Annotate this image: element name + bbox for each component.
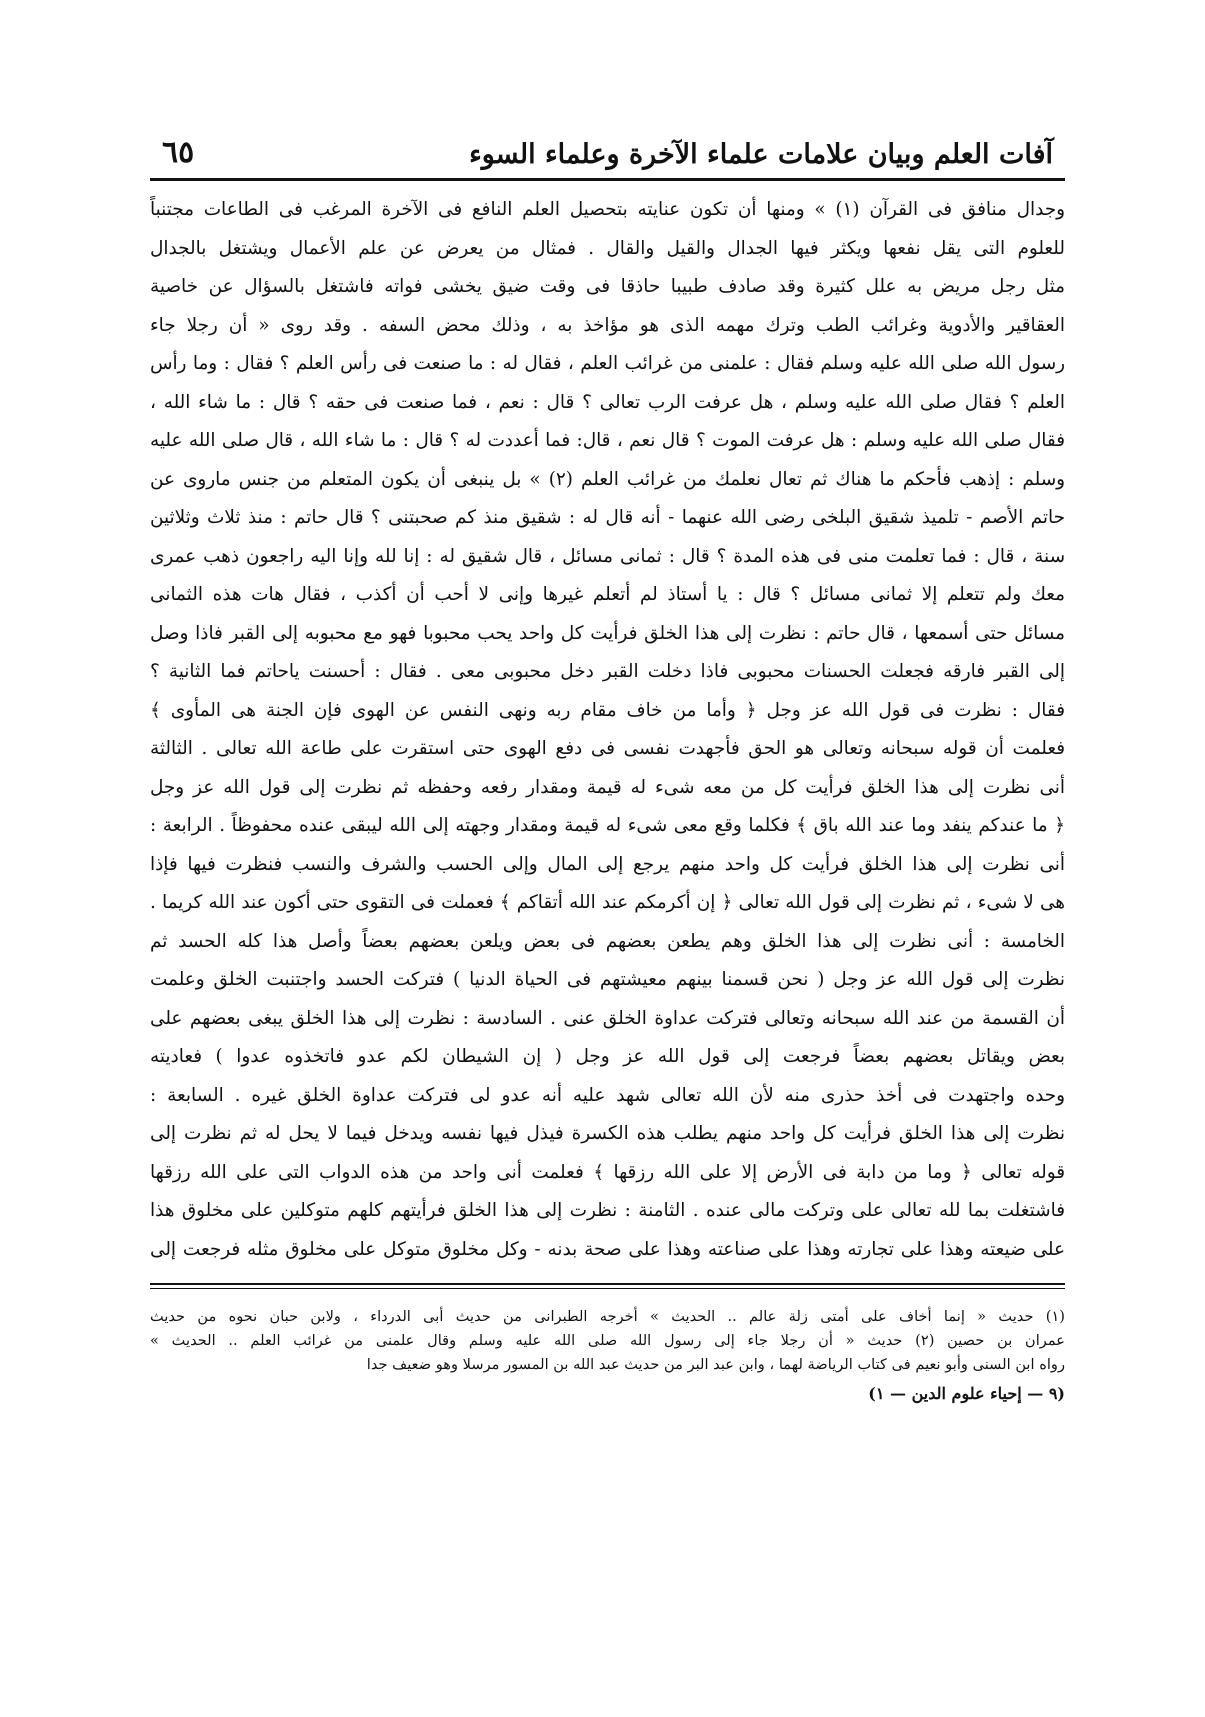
text-line: فقال صلى الله عليه وسلم : هل عرفت الموت ؟ قال نعم ، قال: فما أعددت له ؟ قال : ما شاء الله ، قال صلى الله عليه xyxy=(150,430,1065,451)
footnote-rule xyxy=(150,1283,1065,1285)
text-line: مثل رجل مريض به علل كثيرة وقد صادف طبيبا حاذقا فى وقت ضيق يخشى فواته فاشتغل بالسؤال عن خاصية xyxy=(150,276,1065,297)
text-line: قوله تعالى ﴿ وما من دابة فى الأرض إلا على الله رزقها ﴾ فعلمت أنى واحد من هذه الدواب التى على الله رزقها xyxy=(150,1161,1065,1183)
printer-signature: (٩ — إحياء علوم الدين — ١) xyxy=(868,1384,1065,1403)
footnote-rule-thin xyxy=(150,1288,1065,1289)
text-line: فقال : نظرت فى قول الله عز وجل ﴿ وأما من خاف مقام ربه ونهى النفس عن الهوى فإن الجنة هى المأوى ﴾ xyxy=(150,699,1065,721)
main-text xyxy=(150,191,1065,1269)
footnotes xyxy=(150,1305,1065,1407)
text-line: أنى نظرت إلى هذا الخلق فرأيت كل من معه شىء له قيمة ومقدار رفعه وحفظه ثم نظرت إلى قول الله عز وجل xyxy=(150,776,1065,798)
text-line: على ضيعته وهذا على تجارته وهذا على صناعته وهذا على صحة بدنه - وكل مخلوق متوكل على مخلوق مثله فرجعت إلى xyxy=(150,1238,1065,1260)
text-line: العلم ؟ فقال صلى الله عليه وسلم ، هل عرفت الرب تعالى ؟ قال : نعم ، فما صنعت فى حقه ؟ قال : ما شاء الله ، xyxy=(150,391,1065,413)
text-line: العقاقير والأدوية وغرائب الطب وترك مهمه الذى هو مؤاخذ به ، وذلك محض السفه . وقد روى « أن رجلا جاء xyxy=(150,314,1065,336)
text-line: وجدال منافق فى القرآن (١) » ومنها أن تكون عنايته بتحصيل العلم النافع فى الآخرة المرغب فى الطاعات مجتنباً xyxy=(150,199,1065,220)
text-line: فاشتغلت بما لله تعالى على وتركت مالى عنده . الثامنة : نظرت إلى هذا الخلق فرأيتهم كلهم متوكلين على مخلوق هذا xyxy=(150,1200,1065,1221)
text-line: رسول الله صلى الله عليه وسلم فقال : علمنى من غرائب العلم ، فقال له : ما صنعت فى رأس العلم ؟ فقال : وما رأس xyxy=(150,353,1065,374)
text-line: مسائل حتى أسمعها ، قال حاتم : نظرت إلى هذا الخلق فرأيت كل واحد يحب محبوبا فهو مع محبوبه إلى القبر فاذا وصل xyxy=(150,622,1065,644)
text-line: وحده واجتهدت فى أخذ حذرى منه لأن الله تعالى شهد عليه أنه عدو لى فتركت عداوة الخلق غيره . السابعة : xyxy=(150,1084,1065,1106)
page-header xyxy=(150,118,1065,176)
text-line: نظرت إلى قول الله عز وجل ( نحن قسمنا بينهم معيشتهم فى الحياة الدنيا ) فتركت الحسد واجتنبت الخلق وعلمت xyxy=(150,969,1065,990)
text-line: معك ولم تتعلم إلا ثمانى مسائل ؟ قال : يا أستاذ لم أتعلم غيرها وإنى لا أحب أن أكذب ، فقال هات هذه الثمانى xyxy=(150,584,1065,605)
text-line: للعلوم التى يقل نفعها ويكثر فيها الجدال والقيل والقال . فمثال من يعرض عن علم الأعمال ويشتغل بالجدال xyxy=(150,237,1065,259)
text-line: أنى نظرت إلى هذا الخلق فرأيت كل واحد منهم يرجع إلى المال وإلى الحسب والشرف والنسب فنظرت فيها فإذا xyxy=(150,853,1065,875)
book-page xyxy=(150,118,1065,1678)
text-line: فعلمت أن قوله سبحانه وتعالى هو الحق فأجهدت نفسى فى دفع الهوى حتى استقرت على طاعة الله تعالى . الثالثة xyxy=(150,738,1065,759)
page-number: ٦٥ xyxy=(162,135,195,170)
text-line: وسلم : إذهب فأحكم ما هناك ثم تعال نعلمك من غرائب العلم (٢) » بل ينبغى أن يكون المتعلم من جنس ماروى عن xyxy=(150,468,1065,490)
text-line: ﴿ ما عندكم ينفد وما عند الله باق ﴾ فكلما وقع معى شىء له قيمة ومقدار وجهته إلى الله ليبقى عنده محفوظاً . الرابعة : xyxy=(150,815,1065,836)
running-title: آفات العلم وبيان علامات علماء الآخرة وعلماء السوء xyxy=(469,139,1053,170)
text-line: نظرت إلى هذا الخلق فرأيت كل واحد منهم يطلب هذه الكسرة فيذل فيها نفسه ويدخل فيما لا يحل له ثم نظرت إلى xyxy=(150,1123,1065,1144)
text-line: حاتم الأصم - تلميذ شقيق البلخى رضى الله عنهما - أنه قال له : شقيق منذ كم صحبتنى ؟ قال حاتم : منذ ثلاث وثلاثين xyxy=(150,507,1065,528)
footnote-line: رواه ابن السنى وأبو نعيم فى كتاب الرياضة لهما ، وابن عبد البر من حديث عبد الله بن المسور مرسلا وهو ضعيف جدا xyxy=(366,1356,1065,1373)
text-line: سنة ، قال : فما تعلمت منى فى هذه المدة ؟ قال : ثمانى مسائل ، قال شقيق له : إنا لله وإنا اليه راجعون ذهب عمرى xyxy=(150,545,1065,567)
text-line: إلى القبر فارقه فجعلت الحسنات محبوبى فاذا دخلت القبر دخل محبوبى معى . فقال : أحسنت ياحاتم فما الثانية ؟ xyxy=(150,661,1065,682)
text-line: بعض ويقاتل بعضهم بعضاً فرجعت إلى قول الله عز وجل ( إن الشيطان لكم عدو فاتخذوه عدوا ) فعاديته xyxy=(150,1046,1065,1067)
text-line: أن القسمة من عند الله سبحانه وتعالى فتركت عداوة الخلق عنى . السادسة : نظرت إلى هذا الخلق يبغى بعضهم على xyxy=(150,1007,1065,1029)
footnote-line: (١) حديث « إنما أخاف على أمتى زلة عالم .. الحديث » أخرجه الطبرانى من حديث أبى الدرداء ، ولابن حبان نحوه من حديث xyxy=(150,1308,1065,1325)
footnote-line: عمران بن حصين (٢) حديث « أن رجلا جاء إلى رسول الله صلى الله عليه وسلم وقال علمنى من غرائب العلم .. الحديث » xyxy=(150,1332,1065,1349)
text-line: هى لا شىء ، ثم نظرت إلى قول الله تعالى ﴿ إن أكرمكم عند الله أتقاكم ﴾ فعملت فى التقوى حتى أكون عند الله كريما . xyxy=(150,892,1065,913)
header-rule xyxy=(150,178,1065,181)
text-line: الخامسة : أنى نظرت إلى هذا الخلق وهم يطعن بعضهم فى بعض ويلعن بعضهم بعضاً وأصل هذا كله الحسد ثم xyxy=(150,930,1065,952)
